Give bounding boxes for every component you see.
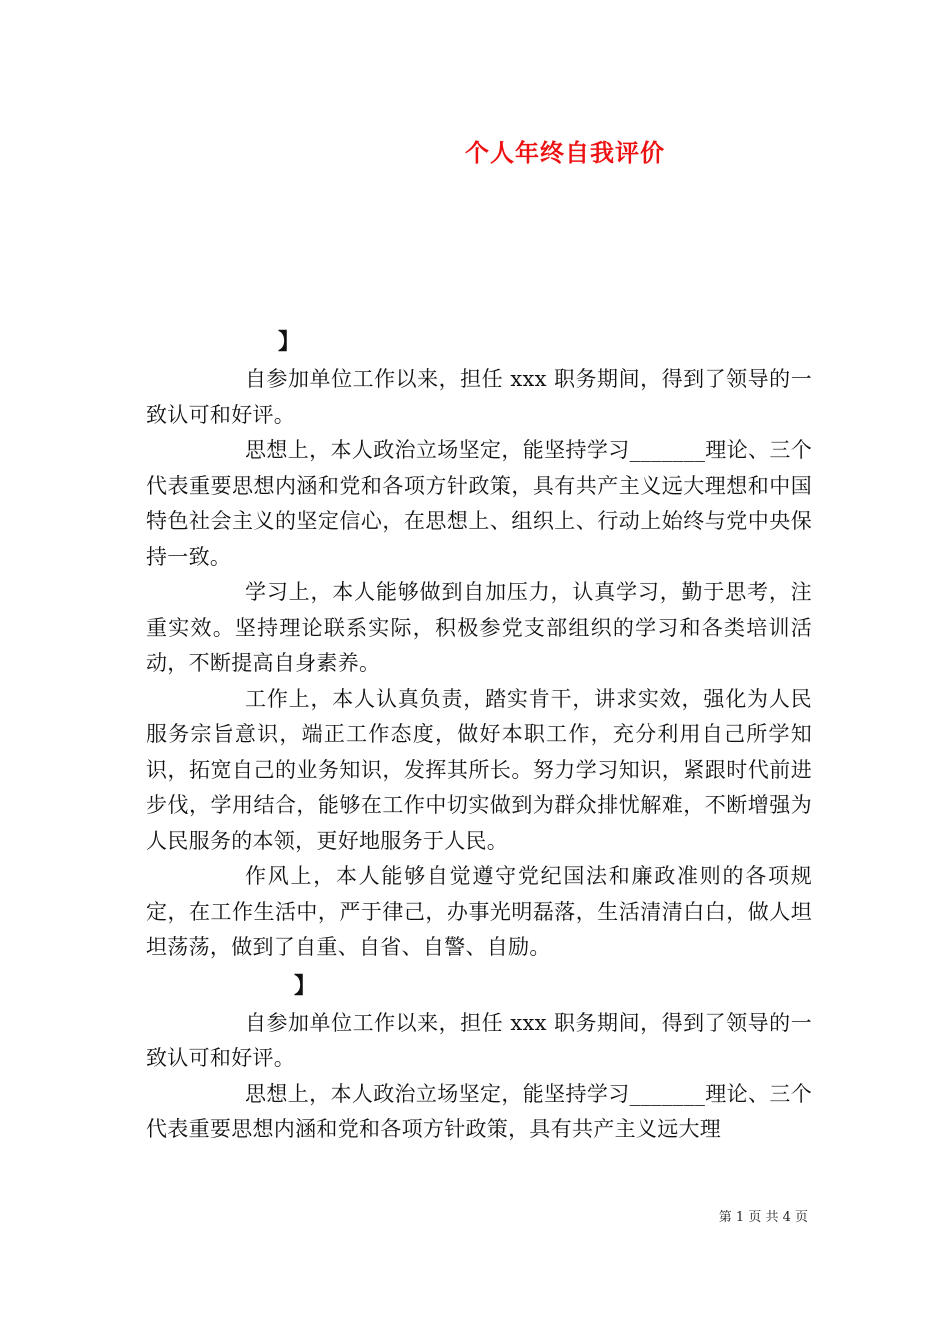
page-title: 个人年终自我评价 <box>465 138 665 167</box>
paragraph: 思想上，本人政治立场坚定，能坚持学习_______理论、三个代表重要思想内涵和党和各项方针政策，具有共产主义远大理想和中国特色社会主义的坚定信心，在思想上、组织上、行动上始终与党中央保持一致。 <box>146 438 812 569</box>
paragraph: 学习上，本人能够做到自加压力，认真学习，勤于思考，注重实效。坚持理论联系实际，积极参党支部组织的学习和各类培训活动，不断提高自身素养。 <box>146 580 812 675</box>
document-body <box>146 322 812 1148</box>
paragraph: 自参加单位工作以来，担任 xxx 职务期间，得到了领导的一致认可和好评。 <box>146 367 812 427</box>
paragraph: 作风上，本人能够自觉遵守党纪国法和廉政准则的各项规定，在工作生活中，严于律己，办事光明磊落，生活清清白白，做人坦坦荡荡，做到了自重、自省、自警、自励。 <box>146 864 812 959</box>
paragraph: 自参加单位工作以来，担任 xxx 职务期间，得到了领导的一致认可和好评。 <box>146 1010 812 1070</box>
section-bracket: 】 <box>294 972 317 999</box>
paragraph: 思想上，本人政治立场坚定，能坚持学习_______理论、三个代表重要思想内涵和党和各项方针政策，具有共产主义远大理 <box>146 1081 812 1141</box>
section-bracket: 】 <box>278 329 301 355</box>
paragraph: 工作上，本人认真负责，踏实肯干，讲求实效，强化为人民服务宗旨意识，端正工作态度，做好本职工作，充分利用自己所学知识，拓宽自己的业务知识，发挥其所长。努力学习知识，紧跟时代前进步伐，学用结合，能够在工作中切实做到为群众排忧解难，不断增强为人民服务的本领，更好地服务于人民。 <box>146 686 812 853</box>
page-number: 第 1 页 共 4 页 <box>718 1210 808 1225</box>
